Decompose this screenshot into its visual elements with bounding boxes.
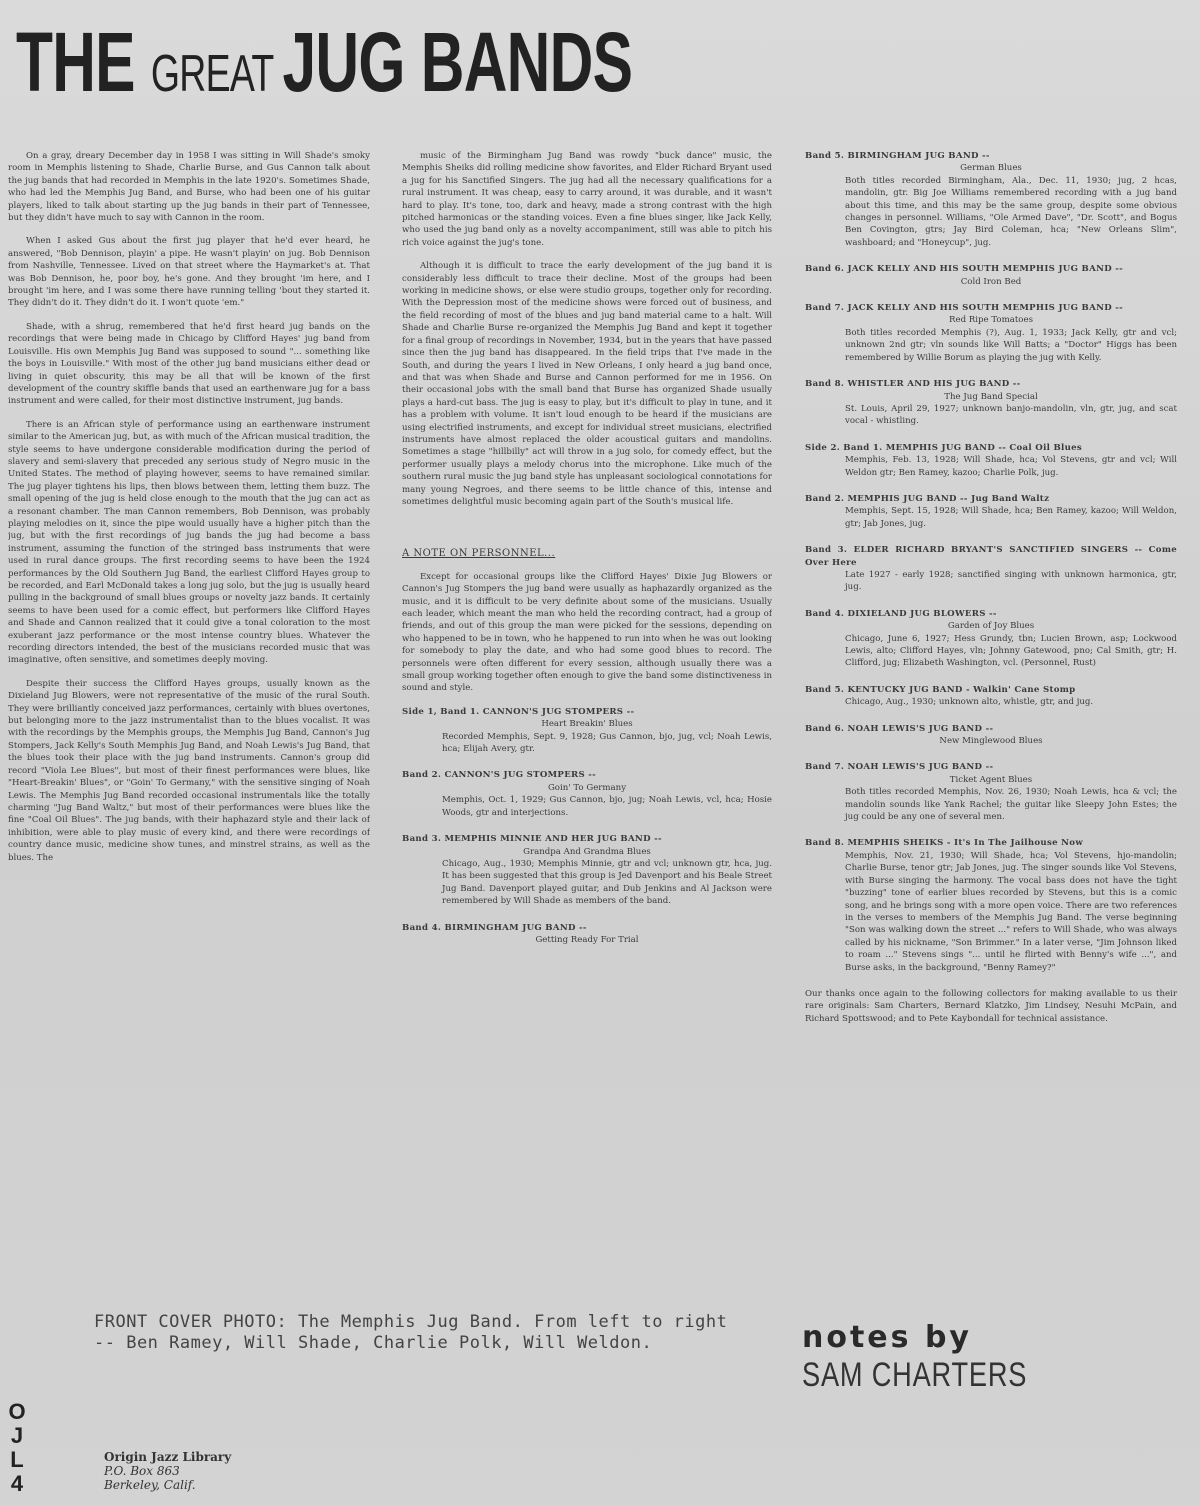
- track-heading: [402, 706, 772, 718]
- track-entry: [805, 608, 1177, 670]
- paragraph: When I asked Gus about the first jug player that he'd ever heard, he answered, "Bob Dennison, playin' a pipe. He wasn't playin' on jug. Bob Dennison from Nashville, Tennessee. Lived on that street where the Haymarket's at. That was Bob Dennison, he, poor boy, he's gone. And they brought 'im here, and I brought 'im here, and I was some there have running telling 'bout they started it. They didn't do it. They didn't do it. I won't quote 'em.": [8, 236, 370, 309]
- publisher-address: [104, 1450, 231, 1492]
- track-label: Band 2.: [402, 770, 442, 781]
- catalog-char: O: [8, 1399, 26, 1424]
- paragraph: Although it is difficult to trace the early development of the jug band it is considerably less difficult to trace their decline. Most of the groups had been working in medicine shows, or else were studio groups, together only for recording. With the Depression most of the medicine shows were forced out of business, and the field recording of most of the blues and jug band material came to a halt. Will Shade and Charlie Burse re-organized the Memphis Jug Band and kept it together for a final group of recordings in November, 1934, but in the years that have passed since then the jug band has disappeared. In the field trips that I've made in the South, and during the years I lived in New Orleans, I only heard a jug band once, and that was when Shade and Burse and Cannon performed for me in 1956. On their occasional jobs with the small band that Burse has organized Shade usually plays a hard-cut bass. The jug is easy to play, but it's difficult to play in tune, and it has a problem with volume. It isn't loud enough to be heard if the musicians are using electrified instruments, and except for individual street musicians, electrified instruments have almost replaced the older acoustical guitars and mandolins. Sometimes a stage "hillbilly" act will throw in a jug solo, for comedy effect, but the performer usually plays a melody chorus into the microphone. Like much of the southern rural music the jug band style has unpleasant sociological connotations for many young Negroes, and there seems to be little chance of this, intense and sometimes delightful music becoming again part of the South's musical life.: [402, 261, 772, 507]
- paragraph: Except for occasional groups like the Clifford Hayes' Dixie Jug Blowers or Cannon's Jug Stompers the jug band were usually as haphazardly organized as the music, and it is difficult to be very definite about some of the musicians. Usually each leader, which meant the man who held the recording contract, had a group of friends, and out of this group the man were picked for the sessions, depending on who happened to be in town, who he happened to run into when he was out looking for somebody to play the date, and who had some good blues to record. The personnels were often different for every session, although usually there was a small group working together often enough to give the band some distinctiveness in sound and style.: [402, 571, 772, 694]
- title-the: THE: [16, 15, 151, 109]
- track-details: Memphis, Sept. 15, 1928; Will Shade, hca; Ben Ramey, kazoo; Will Weldon, gtr; Jab Jones, jug.: [845, 506, 1177, 529]
- track-label: Band 5.: [805, 684, 845, 695]
- track-band-name: MEMPHIS JUG BAND -- Coal Oil Blues: [885, 442, 1083, 453]
- catalog-number: [2, 1400, 32, 1496]
- author-name: SAM CHARTERS: [802, 1356, 1028, 1394]
- track-label: Band 4.: [805, 608, 845, 619]
- publisher-po-box: P.O. Box 863: [104, 1464, 180, 1478]
- track-heading: [805, 493, 1177, 505]
- track-tune-title: Grandpa And Grandma Blues: [523, 846, 651, 857]
- track-heading: [805, 608, 1177, 620]
- track-entry: [805, 544, 1177, 594]
- track-label: Band 3.: [402, 834, 442, 845]
- track-band-name: JACK KELLY AND HIS SOUTH MEMPHIS JUG BAND --: [847, 264, 1123, 275]
- track-details: Chicago, Aug., 1930; unknown alto, whistle, gtr, and jug.: [845, 697, 1094, 708]
- track-tune-title: Red Ripe Tomatoes: [949, 315, 1033, 326]
- paragraph: On a gray, dreary December day in 1958 I was sitting in Will Shade's smoky room in Memphis listening to Shade, Charlie Burse, and Gus Cannon talk about the jug bands that had recorded in Memphis in the late 1920's. Sometimes Shade, who had led the Memphis Jug Band, and Burse, who had been one of his guitar players, liked to talk about starting up the jug bands in their part of Tennessee, but they didn't have much to say with Cannon in the room.: [8, 151, 370, 224]
- track-tune-title: Garden of Joy Blues: [947, 621, 1035, 632]
- track-details: St. Louis, April 29, 1927; unknown banjo-mandolin, vln, gtr, jug, and scat vocal - whistling.: [845, 403, 1177, 427]
- track-tune-title: Goin' To Germany: [547, 782, 627, 793]
- track-band-name: NOAH LEWIS'S JUG BAND --: [847, 723, 994, 734]
- track-band-name: MEMPHIS JUG BAND -- Jug Band Waltz: [847, 493, 1050, 504]
- track-entry: [805, 837, 1177, 973]
- track-band-name: CANNON'S JUG STOMPERS --: [482, 706, 635, 717]
- track-tune-title: New Minglewood Blues: [939, 736, 1043, 747]
- track-details: Memphis, Feb. 13, 1928; Will Shade, hca; Vol Stevens, gtr and vcl; Will Weldon gtr; Ben Ramey, kazoo; Charlie Polk, jug.: [845, 455, 1177, 478]
- track-details: Both titles recorded Birmingham, Ala., Dec. 11, 1930; jug, 2 hcas, mandolin, gtr. Big Joe Williams remembered recording with a jug band about this time, and this may be the same group, despite some obvious changes in personnel. Williams, "Ole Armed Dave", "Dr. Scott", and Bogus Ben Covington, gtrs; Jay Bird Coleman, hca; "New Orleans Slim", washboard; and "Honeycup", jug.: [845, 175, 1177, 248]
- track-label: Band 7.: [805, 762, 845, 773]
- track-list-side-1: [402, 706, 772, 947]
- catalog-char: J: [10, 1423, 24, 1448]
- track-label: Side 2. Band 1.: [805, 442, 883, 453]
- track-label: Band 5.: [805, 151, 845, 161]
- paragraph: music of the Birmingham Jug Band was rowdy "buck dance" music, the Memphis Sheiks did rolling medicine show favorites, and Elder Richard Bryant used a jug for his Sanctified Singers. The jug had all the necessary qualifications for a rural instrument. It was cheap, easy to carry around, it was durable, and it wasn't hard to play. It's tone, too, dark and heavy, made a strong contrast with the high pitched harmonicas or the standing voices. Even a fine blues singer, like Jack Kelly, who used the jug band only as a novelty accompaniment, still was able to pitch his rich voice against the jug's tone.: [402, 151, 772, 248]
- track-label: Band 8.: [805, 838, 845, 849]
- track-entry: [805, 442, 1177, 479]
- catalog-char: L: [10, 1447, 24, 1472]
- track-details: Memphis, Nov. 21, 1930; Will Shade, hca; Vol Stevens, hjo-mandolin; Charlie Burse, tenor gtr; Jab Jones, jug. The singer sounds like Vol Stevens, with Burse singing the harmony. The vocal bass does not have the tight "buzzing" tone of earlier blues recorded by Stevens, but this is a comic song, and he brings song with a more open voice. There are two references in the verses to members of the Memphis Jug Band. The verse beginning "Son was walking down the street ..." refers to Will Shade, who was always called by his nickname, "Son Brimmer." In a later verse, "Jim Johnson liked to roam ..." Stevens sings "... until he flirted with Benny's wife ...", and Burse asks, in the background, "Benny Ramey?": [845, 850, 1177, 973]
- track-details: Chicago, June 6, 1927; Hess Grundy, tbn; Lucien Brown, asp; Lockwood Lewis, alto; Clifford Hayes, vln; Johnny Gatewood, pno; Cal Smith, gtr; H. Clifford, jug; Elizabeth Washington, vcl. (Personnel, Rust): [845, 633, 1177, 669]
- track-heading: [805, 684, 1177, 696]
- liner-notes-column-3: [805, 150, 1177, 1290]
- catalog-char: 4: [10, 1471, 24, 1496]
- track-heading: [805, 442, 1177, 454]
- track-band-name: WHISTLER AND HIS JUG BAND --: [847, 379, 1021, 390]
- track-tune-title: The Jug Band Special: [944, 391, 1038, 402]
- track-details: Both titles recorded Memphis, Nov. 26, 1930; Noah Lewis, hca & vcl; the mandolin sounds like Yank Rachel; the guitar like Sleepy John Estes; the jug could be any one of several men.: [845, 787, 1177, 823]
- track-details: Recorded Memphis, Sept. 9, 1928; Gus Cannon, bjo, jug, vcl; Noah Lewis, hca; Elijah Avery, gtr.: [442, 731, 772, 755]
- paragraph: There is an African style of performance using an earthenware instrument similar to the American jug, but, as with much of the African musical tradition, the style seems to have undergone considerable modification during the period of slavery and semi-slavery that preceded any serious study of Negro music in the United States. The method of playing however, seems to have remained similar. The jug player tightens his lips, then blows between them, letting them buzz. The small opening of the jug is held close enough to the mouth that the jug can act as a resonant chamber. The man Cannon remembers, Bob Dennison, was probably playing melodies on it, since the pipe would usually have a higher pitch than the jug, but with the first recordings of jug bands the jug had become a bass instrument, assuming the function of the stringed bass instruments that were used in rural dance groups. The first recording seems to have been the 1924 performances by the Old Southern Jug Band, the earliest Clifford Hayes group to be recorded, and Earl McDonald takes a long jug solo, but the jug is usually heard pulling in the background of small blues groups or novelty jazz bands. It certainly seems to have been used for a comic effect, but performers like Clifford Hayes and Shade and Cannon realized that it could give a tonal coloration to the most exuberant jazz performance or the most intense country blues. Whatever the recording directors intended, the best of the musicians recorded music that was imaginative, often sensitive, and sometimes deeply moving.: [8, 419, 370, 666]
- track-heading: [805, 761, 1177, 773]
- paragraph: Despite their success the Clifford Hayes groups, usually known as the Dixieland Jug Blowers, were not representative of the music of the rural South. They were brilliantly conceived jazz performances, certainly with blues overtones, but belonging more to the jazz instrumentalist than to the blues vocalist. It was with the recordings by the Memphis groups, the Memphis Jug Band, Cannon's Jug Stompers, Jack Kelly's South Memphis Jug Band, and Noah Lewis's Jug Band, that the blues took their place with the jug band instruments. Cannon's group did record "Viola Lee Blues", but most of their finest performances were blues, like "Heart-Breakin' Blues", or "Goin' To Germany," with the sensitive singing of Noah Lewis. The Memphis Jug Band recorded occasional instrumentals like the totally charming "Jug Band Waltz," but most of their performances were blues like the fine "Coal Oil Blues". The jug bands, with their haphazard style and their lack of inhibition, were able to play music of every kind, and there were recordings of country dance music, medicine show tunes, and minstrel strains, as well as the blues. The: [8, 678, 370, 863]
- title-great: GREAT: [150, 45, 283, 103]
- track-tune-title: Heart Breakin' Blues: [541, 719, 633, 730]
- track-band-name: KENTUCKY JUG BAND - Walkin' Cane Stomp: [847, 684, 1076, 695]
- track-heading: [805, 150, 1177, 162]
- personnel-heading: A NOTE ON PERSONNEL...: [402, 548, 556, 560]
- track-entry: [402, 706, 772, 756]
- track-details: Both titles recorded Memphis (?), Aug. 1, 1933; Jack Kelly, gtr and vcl; unknown 2nd gtr; vln sounds like Will Batts; a "Doctor" Higgs has been remembered by Willie Borum as playing the jug with Kelly.: [845, 327, 1177, 363]
- liner-notes-column-1: [8, 150, 370, 1260]
- track-label: Band 2.: [805, 493, 845, 504]
- track-tune-title: German Blues: [960, 163, 1022, 174]
- track-entry: [805, 150, 1177, 249]
- track-entry: [402, 922, 772, 947]
- track-band-name: BIRMINGHAM JUG BAND --: [847, 151, 990, 161]
- track-label: Side 1, Band 1.: [402, 706, 480, 717]
- track-heading: [805, 723, 1177, 735]
- track-label: Band 7.: [805, 303, 845, 314]
- track-label: Band 8.: [805, 379, 845, 390]
- track-band-name: MEMPHIS SHEIKS - It's In The Jailhouse Now: [847, 838, 1084, 849]
- track-list-continued: [805, 150, 1177, 974]
- track-entry: [805, 493, 1177, 530]
- track-entry: [805, 723, 1177, 748]
- track-entry: [402, 833, 772, 907]
- publisher-city: Berkeley, Calif.: [104, 1478, 196, 1492]
- track-label: Band 6.: [805, 723, 845, 734]
- track-band-name: CANNON'S JUG STOMPERS --: [444, 770, 597, 781]
- track-label: Band 3.: [805, 545, 848, 556]
- track-band-name: ELDER RICHARD BRYANT'S SANCTIFIED SINGERS -- Come Over Here: [805, 545, 1177, 568]
- track-band-name: MEMPHIS MINNIE AND HER JUG BAND --: [444, 834, 662, 845]
- track-details: Chicago, Aug., 1930; Memphis Minnie, gtr and vcl; unknown gtr, hca, jug. It has been suggested that this group is Jed Davenport and his Beale Street Jug Band. Davenport played guitar, and Dub Jenkins and Al Jackson were remembered by Will Shade as members of the band.: [442, 858, 772, 907]
- track-label: Band 4.: [402, 922, 442, 933]
- track-heading: [805, 837, 1177, 849]
- track-heading: [805, 378, 1177, 390]
- track-tune-title: Ticket Agent Blues: [949, 774, 1033, 785]
- track-details: Late 1927 - early 1928; sanctified singing with unknown harmonica, gtr, jug.: [845, 569, 1177, 593]
- track-entry: [805, 684, 1177, 709]
- track-details: Memphis, Oct. 1, 1929; Gus Cannon, bjo, jug; Noah Lewis, vcl, hca; Hosie Woods, gtr and interjections.: [442, 795, 772, 818]
- publisher-name: Origin Jazz Library: [104, 1450, 232, 1464]
- track-entry: [805, 302, 1177, 364]
- track-heading: [402, 769, 772, 781]
- track-tune-title: Cold Iron Bed: [960, 276, 1022, 287]
- track-heading: [805, 544, 1177, 569]
- thanks-paragraph: Our thanks once again to the following collectors for making available to us their rare originals: Sam Charters, Bernard Klatzko, Jim Lindsey, Nesuhi McPain, and Richard Spottswood; and to Pete Kaybondall for technical assistance.: [805, 988, 1177, 1024]
- title-jug-bands: JUG BANDS: [282, 15, 633, 109]
- track-entry: [402, 769, 772, 819]
- notes-by-label: notes by: [802, 1320, 972, 1355]
- track-band-name: NOAH LEWIS'S JUG BAND --: [847, 762, 994, 773]
- track-heading: [805, 302, 1177, 314]
- track-band-name: JACK KELLY AND HIS SOUTH MEMPHIS JUG BAND --: [847, 303, 1123, 314]
- track-tune-title: Getting Ready For Trial: [535, 934, 639, 945]
- track-label: Band 6.: [805, 264, 845, 275]
- track-band-name: DIXIELAND JUG BLOWERS --: [847, 608, 997, 619]
- track-entry: [805, 263, 1177, 288]
- cover-photo-credit: FRONT COVER PHOTO: The Memphis Jug Band. From left to right -- Ben Ramey, Will Shade, Charlie Polk, Will Weldon.: [94, 1312, 728, 1353]
- track-entry: [805, 378, 1177, 428]
- track-heading: [402, 922, 772, 934]
- track-entry: [805, 761, 1177, 823]
- track-heading: [402, 833, 772, 845]
- track-band-name: BIRMINGHAM JUG BAND --: [444, 922, 587, 933]
- liner-notes-column-2: [402, 150, 772, 1295]
- page-title: [16, 14, 632, 111]
- paragraph: Shade, with a shrug, remembered that he'd first heard jug bands on the recordings that were being made in Chicago by Clifford Hayes' jug band from Louisville. His own Memphis Jug Band was supposed to sound "... something like the boys in Louisville." With most of the other jug band musicians either dead or living in quiet obscurity, this may be all that will be known of the first development of the country skiffle bands that used an earthenware jug for a bass instrument and were called, for their most distinctive instrument, jug bands.: [8, 321, 370, 407]
- track-heading: [805, 263, 1177, 275]
